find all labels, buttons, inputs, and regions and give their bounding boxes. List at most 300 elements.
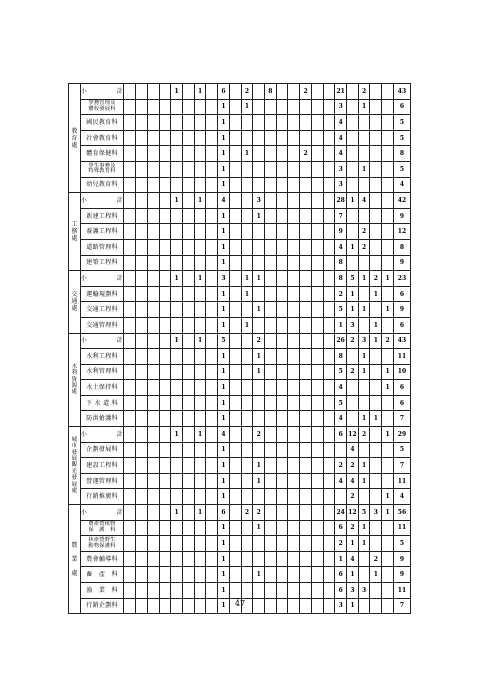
count-cell [171, 208, 183, 224]
count-cell: 2 [335, 458, 347, 474]
count-cell [300, 208, 312, 224]
count-cell [382, 193, 394, 209]
count-cell [147, 551, 159, 567]
count-cell [382, 239, 394, 255]
count-cell [147, 224, 159, 240]
count-cell: 1 [218, 302, 230, 318]
count-cell [253, 99, 265, 115]
count-cell [311, 302, 323, 318]
count-cell [300, 536, 312, 552]
count-cell [276, 505, 288, 521]
count-cell [206, 364, 218, 380]
count-cell [171, 458, 183, 474]
count-cell: 1 [218, 255, 230, 271]
count-cell [288, 551, 300, 567]
count-cell [288, 442, 300, 458]
count-cell [182, 177, 194, 193]
count-cell [206, 239, 218, 255]
count-cell [136, 333, 148, 349]
table-row [69, 317, 411, 333]
table-row [69, 520, 411, 536]
count-cell [136, 505, 148, 521]
count-cell [182, 208, 194, 224]
count-cell [323, 473, 335, 489]
count-cell [382, 146, 394, 162]
count-cell [124, 161, 136, 177]
count-cell: 4 [335, 380, 347, 396]
count-cell [124, 224, 136, 240]
count-cell [136, 536, 148, 552]
count-cell: 2 [300, 84, 312, 100]
count-cell [182, 130, 194, 146]
count-cell [194, 115, 206, 131]
count-cell: 1 [218, 146, 230, 162]
count-cell [124, 255, 136, 271]
count-cell [323, 442, 335, 458]
count-cell [253, 489, 265, 505]
count-cell [370, 224, 382, 240]
table-row [69, 208, 411, 224]
count-cell [347, 411, 359, 427]
count-cell [300, 161, 312, 177]
count-cell [229, 473, 241, 489]
count-cell [182, 115, 194, 131]
count-cell [300, 286, 312, 302]
count-cell: 1 [347, 567, 359, 583]
count-cell [136, 193, 148, 209]
count-cell: 1 [218, 583, 230, 599]
count-cell [194, 177, 206, 193]
count-cell: 1 [241, 271, 253, 287]
count-cell: 5 [335, 302, 347, 318]
count-cell [265, 458, 277, 474]
count-cell: 8 [335, 349, 347, 365]
count-cell: 3 [358, 583, 370, 599]
count-cell [347, 84, 359, 100]
count-cell [147, 317, 159, 333]
count-cell [147, 99, 159, 115]
count-cell: 1 [218, 349, 230, 365]
count-cell [241, 473, 253, 489]
count-cell [124, 583, 136, 599]
count-cell [194, 442, 206, 458]
count-cell [171, 536, 183, 552]
count-cell [382, 208, 394, 224]
count-cell [194, 536, 206, 552]
count-cell [311, 84, 323, 100]
table-row [69, 458, 411, 474]
count-cell [136, 567, 148, 583]
count-cell [288, 84, 300, 100]
count-cell [194, 161, 206, 177]
count-cell: 1 [382, 505, 394, 521]
count-cell [265, 146, 277, 162]
count-cell [241, 583, 253, 599]
count-cell [241, 536, 253, 552]
count-cell: 1 [218, 161, 230, 177]
count-cell: 1 [347, 536, 359, 552]
count-cell [382, 411, 394, 427]
count-cell [382, 583, 394, 599]
count-cell [288, 364, 300, 380]
count-cell: 1 [253, 271, 265, 287]
count-cell: 6 [218, 84, 230, 100]
count-cell [229, 333, 241, 349]
count-cell [229, 364, 241, 380]
count-cell [124, 115, 136, 131]
count-cell [358, 177, 370, 193]
count-cell [206, 271, 218, 287]
count-cell [335, 442, 347, 458]
count-cell [159, 177, 171, 193]
count-cell [136, 224, 148, 240]
subtotal-label: 小 計 [80, 84, 124, 100]
count-cell [171, 380, 183, 396]
table-row [69, 302, 411, 318]
total-cell: 11 [393, 583, 410, 599]
count-cell [276, 395, 288, 411]
count-cell: 1 [253, 364, 265, 380]
count-cell [206, 411, 218, 427]
count-cell [147, 458, 159, 474]
count-cell [300, 583, 312, 599]
count-cell [136, 130, 148, 146]
count-cell: 1 [171, 193, 183, 209]
count-cell [206, 193, 218, 209]
count-cell: 2 [335, 536, 347, 552]
count-cell [194, 239, 206, 255]
unit-name-cell: 學務管理及 體校發展科 [80, 99, 124, 115]
count-cell [194, 349, 206, 365]
count-cell [323, 380, 335, 396]
count-cell [276, 115, 288, 131]
department-cell: 教 育 處 [69, 84, 81, 193]
count-cell: 6 [218, 505, 230, 521]
subtotal-label: 小 計 [80, 193, 124, 209]
count-cell [159, 505, 171, 521]
table-row [69, 411, 411, 427]
count-cell: 1 [194, 333, 206, 349]
count-cell [276, 208, 288, 224]
total-cell: 7 [393, 598, 410, 614]
count-cell [311, 239, 323, 255]
count-cell [323, 551, 335, 567]
count-cell [288, 130, 300, 146]
count-cell [171, 349, 183, 365]
count-cell [206, 146, 218, 162]
count-cell: 1 [370, 333, 382, 349]
count-cell [265, 380, 277, 396]
count-cell: 1 [218, 520, 230, 536]
total-cell: 7 [393, 411, 410, 427]
department-cell: 城 市 發 展 觀 光 發 展 處 [69, 427, 81, 505]
count-cell [206, 458, 218, 474]
count-cell [206, 317, 218, 333]
count-cell: 1 [358, 364, 370, 380]
count-cell [253, 411, 265, 427]
count-cell [182, 536, 194, 552]
count-cell [124, 239, 136, 255]
count-cell [124, 146, 136, 162]
count-cell [311, 458, 323, 474]
total-cell: 43 [393, 333, 410, 349]
count-cell [182, 458, 194, 474]
count-cell [147, 271, 159, 287]
count-cell [136, 411, 148, 427]
count-cell [358, 208, 370, 224]
count-cell [311, 583, 323, 599]
count-cell [323, 161, 335, 177]
count-cell [323, 271, 335, 287]
count-cell [194, 302, 206, 318]
count-cell [370, 380, 382, 396]
count-cell: 4 [335, 115, 347, 131]
count-cell [265, 395, 277, 411]
count-cell [323, 364, 335, 380]
count-cell [194, 567, 206, 583]
count-cell [182, 489, 194, 505]
count-cell [229, 255, 241, 271]
count-cell [323, 208, 335, 224]
table-row [69, 99, 411, 115]
count-cell [182, 239, 194, 255]
count-cell [241, 255, 253, 271]
count-cell [159, 161, 171, 177]
count-cell: 1 [241, 99, 253, 115]
table-row [69, 239, 411, 255]
count-cell [182, 317, 194, 333]
count-cell: 1 [253, 458, 265, 474]
count-cell [136, 177, 148, 193]
count-cell [136, 551, 148, 567]
count-cell [288, 208, 300, 224]
count-cell [370, 239, 382, 255]
count-cell: 1 [370, 317, 382, 333]
count-cell [171, 442, 183, 458]
total-cell: 6 [393, 395, 410, 411]
unit-name-cell: 國民教育科 [80, 115, 124, 131]
count-cell [370, 427, 382, 443]
count-cell [206, 99, 218, 115]
count-cell: 2 [382, 333, 394, 349]
count-cell [311, 505, 323, 521]
count-cell [358, 317, 370, 333]
count-cell: 1 [382, 427, 394, 443]
count-cell [300, 458, 312, 474]
count-cell [300, 193, 312, 209]
count-cell [288, 505, 300, 521]
count-cell [136, 380, 148, 396]
total-cell: 9 [393, 551, 410, 567]
unit-name-cell: 學生事務及 特殊教育科 [80, 161, 124, 177]
count-cell [288, 224, 300, 240]
count-cell [194, 317, 206, 333]
count-cell: 1 [218, 364, 230, 380]
count-cell [124, 130, 136, 146]
count-cell [300, 364, 312, 380]
count-cell [300, 130, 312, 146]
count-cell [182, 567, 194, 583]
count-cell [311, 567, 323, 583]
unit-name-cell: 農產暨植物 保 護 科 [80, 520, 124, 536]
count-cell: 1 [218, 317, 230, 333]
unit-name-cell: 防洪搶護科 [80, 411, 124, 427]
count-cell [171, 551, 183, 567]
count-cell: 1 [382, 364, 394, 380]
count-cell [136, 239, 148, 255]
count-cell [311, 395, 323, 411]
count-cell: 5 [347, 271, 359, 287]
count-cell [124, 536, 136, 552]
count-cell [124, 551, 136, 567]
count-cell: 1 [218, 598, 230, 614]
count-cell [382, 255, 394, 271]
count-cell [229, 380, 241, 396]
count-cell [206, 395, 218, 411]
count-cell [124, 520, 136, 536]
count-cell [159, 349, 171, 365]
count-cell [159, 333, 171, 349]
count-cell [241, 333, 253, 349]
count-cell [229, 208, 241, 224]
count-cell [241, 208, 253, 224]
count-cell [370, 349, 382, 365]
count-cell: 8 [265, 84, 277, 100]
unit-name-cell: 建設工程科 [80, 458, 124, 474]
count-cell [194, 286, 206, 302]
count-cell [311, 442, 323, 458]
count-cell [265, 99, 277, 115]
count-cell [265, 271, 277, 287]
count-cell [159, 99, 171, 115]
count-cell [347, 349, 359, 365]
count-cell [323, 333, 335, 349]
count-cell [323, 255, 335, 271]
count-cell: 6 [335, 427, 347, 443]
count-cell [300, 349, 312, 365]
count-cell: 2 [241, 505, 253, 521]
count-cell [124, 567, 136, 583]
count-cell [253, 177, 265, 193]
count-cell [147, 130, 159, 146]
count-cell [253, 536, 265, 552]
count-cell [288, 317, 300, 333]
count-cell [159, 442, 171, 458]
count-cell [311, 520, 323, 536]
count-cell: 3 [335, 99, 347, 115]
count-cell [206, 84, 218, 100]
count-cell [276, 333, 288, 349]
count-cell [171, 520, 183, 536]
count-cell [136, 458, 148, 474]
count-cell [241, 489, 253, 505]
count-cell [265, 551, 277, 567]
count-cell [253, 84, 265, 100]
count-cell [194, 395, 206, 411]
count-cell [323, 317, 335, 333]
count-cell [206, 567, 218, 583]
count-cell [124, 411, 136, 427]
count-cell [370, 115, 382, 131]
count-cell [194, 583, 206, 599]
count-cell: 1 [358, 473, 370, 489]
count-cell [358, 255, 370, 271]
count-cell [253, 146, 265, 162]
count-cell [147, 364, 159, 380]
count-cell: 1 [335, 551, 347, 567]
count-cell [253, 551, 265, 567]
count-cell [182, 473, 194, 489]
count-cell [288, 255, 300, 271]
count-cell [265, 255, 277, 271]
total-cell: 43 [393, 84, 410, 100]
total-cell: 6 [393, 380, 410, 396]
count-cell [311, 224, 323, 240]
total-cell: 42 [393, 193, 410, 209]
total-cell: 11 [393, 473, 410, 489]
total-cell: 4 [393, 177, 410, 193]
count-cell [300, 177, 312, 193]
total-cell: 9 [393, 302, 410, 318]
count-cell [229, 161, 241, 177]
count-cell: 1 [171, 505, 183, 521]
count-cell [241, 302, 253, 318]
count-cell [323, 84, 335, 100]
department-cell: 交 通 處 [69, 271, 81, 333]
count-cell [182, 333, 194, 349]
count-cell: 1 [253, 473, 265, 489]
count-cell [300, 520, 312, 536]
count-cell [253, 286, 265, 302]
count-cell [276, 146, 288, 162]
total-cell: 11 [393, 520, 410, 536]
count-cell [300, 473, 312, 489]
count-cell [265, 286, 277, 302]
count-cell: 4 [335, 411, 347, 427]
count-cell: 4 [358, 193, 370, 209]
count-cell [253, 161, 265, 177]
count-cell [265, 224, 277, 240]
count-cell [241, 458, 253, 474]
count-cell [241, 411, 253, 427]
count-cell [300, 567, 312, 583]
count-cell [311, 349, 323, 365]
count-cell [147, 239, 159, 255]
count-cell [229, 84, 241, 100]
count-cell [382, 177, 394, 193]
count-cell [124, 458, 136, 474]
count-cell [241, 395, 253, 411]
count-cell [147, 536, 159, 552]
total-cell: 6 [393, 317, 410, 333]
count-cell [194, 411, 206, 427]
count-cell [194, 489, 206, 505]
count-cell [288, 177, 300, 193]
count-cell: 3 [253, 193, 265, 209]
count-cell [136, 302, 148, 318]
count-cell: 1 [218, 411, 230, 427]
count-cell [323, 583, 335, 599]
count-cell: 2 [347, 458, 359, 474]
count-cell [206, 536, 218, 552]
count-cell [311, 161, 323, 177]
count-cell: 2 [241, 84, 253, 100]
count-cell [276, 520, 288, 536]
count-cell: 2 [300, 146, 312, 162]
unit-name-cell: 新建工程科 [80, 208, 124, 224]
count-cell [358, 395, 370, 411]
count-cell [265, 536, 277, 552]
